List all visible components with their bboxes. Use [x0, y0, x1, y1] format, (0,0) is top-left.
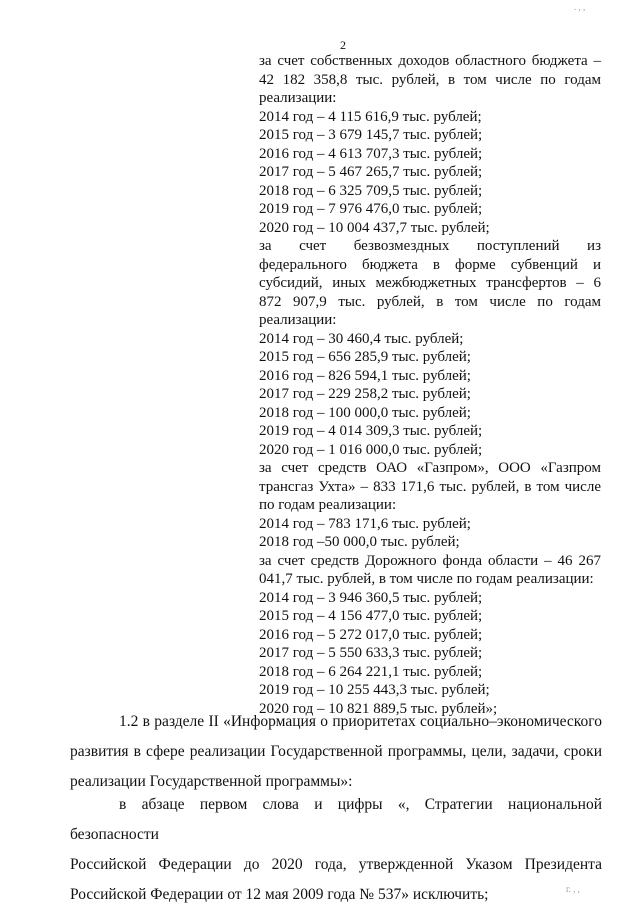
regional-budget-line: 42 182 358,8 тыс. рублей, в том числе по годам — [259, 71, 601, 88]
year-line: 2015 год – 4 156 477,0 тыс. рублей; — [259, 608, 483, 624]
scan-mark: г. , , — [566, 884, 580, 894]
year-line: 2014 год – 4 115 616,9 тыс. рублей; — [259, 108, 482, 125]
gazprom-line: трансгаз Ухта» – 833 171,6 тыс. рублей, в том числе — [259, 478, 601, 495]
federal-budget-line: федерального бюджета в форме субвенций и — [259, 256, 601, 273]
paragraph-line: развития в сфере реализации Государственной программы, цели, задачи, сроки — [70, 743, 602, 760]
federal-budget-line: за счет безвозмездных поступлений из — [259, 238, 601, 254]
federal-budget-line: 872 907,9 тыс. рублей, в том числе по годам — [259, 293, 601, 310]
year-line: 2019 год – 10 255 443,3 тыс. рублей; — [259, 682, 490, 698]
year-line: 2016 год – 826 594,1 тыс. рублей; — [259, 367, 471, 384]
year-line: 2018 год – 100 000,0 тыс. рублей; — [259, 404, 471, 421]
regional-budget-line: реализации: — [259, 90, 337, 106]
year-line: 2018 год – 6 264 221,1 тыс. рублей; — [259, 663, 483, 680]
funding-column — [259, 52, 601, 718]
road-fund-line: 041,7 тыс. рублей, в том числе по годам реализации: — [259, 571, 594, 587]
year-line: 2015 год – 3 679 145,7 тыс. рублей; — [259, 127, 483, 143]
year-line: 2020 год – 10 821 889,5 тыс. рублей»; — [259, 700, 498, 717]
year-line: 2017 год – 229 258,2 тыс. рублей; — [259, 386, 471, 402]
federal-budget-line: субсидий, иных межбюджетных трансфертов – 6 — [259, 275, 601, 291]
year-line: 2016 год – 5 272 017,0 тыс. рублей; — [259, 626, 483, 643]
year-line: 2015 год – 656 285,9 тыс. рублей; — [259, 349, 471, 365]
paragraph-line: в абзаце первом слова и цифры «, Стратегии национальной безопасности — [70, 796, 602, 843]
scan-mark: . , , — [574, 2, 586, 12]
year-line: 2018 год – 6 325 709,5 тыс. рублей; — [259, 182, 483, 199]
paragraph-line: 1.2 в разделе II «Информация о приоритетах социально–экономического — [119, 713, 602, 730]
year-line: 2020 год – 10 004 437,7 тыс. рублей; — [259, 219, 490, 236]
paragraph-line: Российской Федерации до 2020 года, утвержденной Указом Президента — [70, 856, 602, 873]
abzac-paragraph — [70, 790, 602, 910]
paragraph-line: реализации Государственной программы»: — [70, 773, 353, 790]
year-line: 2018 год –50 000,0 тыс. рублей; — [259, 534, 460, 550]
year-line: 2019 год – 4 014 309,3 тыс. рублей; — [259, 423, 483, 439]
year-line: 2014 год – 3 946 360,5 тыс. рублей; — [259, 589, 483, 606]
gazprom-line: по годам реализации: — [259, 497, 397, 513]
gazprom-line: за счет средств ОАО «Газпром», ООО «Газпром — [259, 460, 601, 476]
regional-budget-line: за счет собственных доходов областного бюджета – — [259, 53, 601, 69]
road-fund-line: за счет средств Дорожного фонда области – 46 267 — [259, 552, 601, 569]
year-line: 2014 год – 783 171,6 тыс. рублей; — [259, 515, 471, 532]
year-line: 2016 год – 4 613 707,3 тыс. рублей; — [259, 145, 483, 162]
paragraph-line: Российской Федерации от 12 мая 2009 года № 537» исключить; — [70, 886, 489, 903]
year-line: 2020 год – 1 016 000,0 тыс. рублей; — [259, 441, 483, 458]
year-line: 2017 год – 5 550 633,3 тыс. рублей; — [259, 645, 483, 661]
page-number: 2 — [340, 38, 346, 52]
year-line: 2014 год – 30 460,4 тыс. рублей; — [259, 330, 464, 347]
year-line: 2017 год – 5 467 265,7 тыс. рублей; — [259, 164, 483, 180]
federal-budget-line: реализации: — [259, 312, 337, 328]
section-1-2-paragraph — [70, 707, 602, 797]
year-line: 2019 год – 7 976 476,0 тыс. рублей; — [259, 201, 483, 217]
